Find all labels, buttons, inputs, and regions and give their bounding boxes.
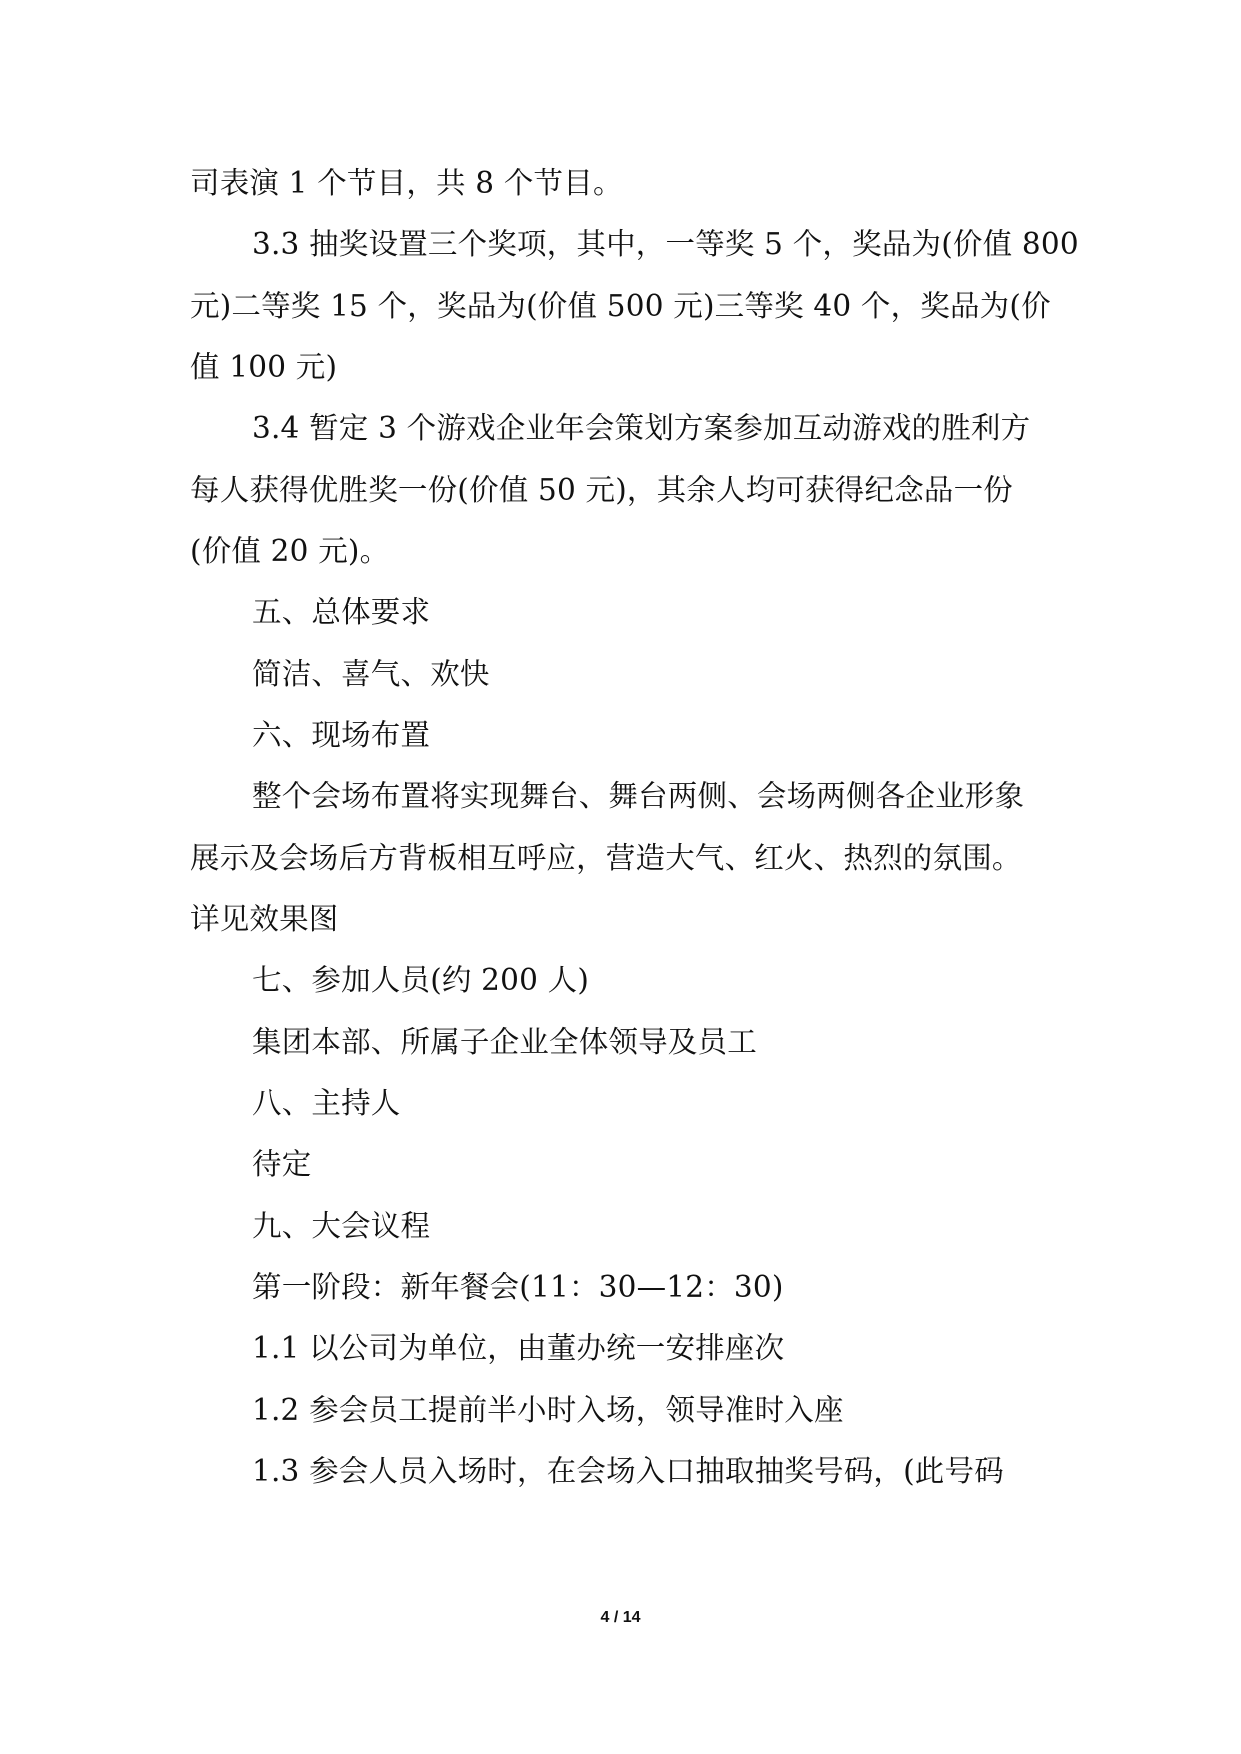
text-line-6: 每人获得优胜奖一份(价值 50 元)，其余人均可获得纪念品一份: [190, 473, 1014, 507]
text-line-21: 1.2 参会员工提前半小时入场，领导准时入座: [252, 1393, 844, 1427]
text-line-3: 元)二等奖 15 个，奖品为(价值 500 元)三等奖 40 个，奖品为(价: [190, 289, 1051, 323]
text-line-19: 第一阶段：新年餐会(11：30—12：30): [252, 1270, 784, 1304]
text-line-5: 3.4 暂定 3 个游戏企业年会策划方案参加互动游戏的胜利方: [252, 411, 1031, 445]
section-heading-5: 五、总体要求: [252, 595, 431, 629]
text-line-2: 3.3 抽奖设置三个奖项，其中，一等奖 5 个，奖品为(价值 800: [252, 227, 1079, 261]
text-line-9: 简洁、喜气、欢快: [252, 657, 490, 691]
text-line-4: 值 100 元): [190, 350, 338, 384]
text-line-13: 详见效果图: [190, 902, 339, 936]
text-line-11: 整个会场布置将实现舞台、舞台两侧、会场两侧各企业形象: [252, 779, 1025, 813]
text-line-22: 1.3 参会人员入场时，在会场入口抽取抽奖号码，(此号码: [252, 1454, 1004, 1488]
page-number: 4 / 14: [600, 1609, 641, 1626]
text-line-17: 待定: [252, 1147, 312, 1181]
section-heading-7: 七、参加人员(约 200 人): [252, 963, 590, 997]
text-line-12: 展示及会场后方背板相互呼应，营造大气、红火、热烈的氛围。: [190, 841, 1022, 875]
text-line-7: (价值 20 元)。: [190, 534, 390, 568]
text-line-20: 1.1 以公司为单位，由董办统一安排座次: [252, 1331, 785, 1365]
section-heading-6: 六、现场布置: [252, 718, 431, 752]
section-heading-9: 九、大会议程: [252, 1209, 431, 1243]
section-heading-8: 八、主持人: [252, 1086, 401, 1120]
text-line-15: 集团本部、所属子企业全体领导及员工: [252, 1025, 757, 1059]
text-line-1: 司表演 1 个节目，共 8 个节目。: [190, 166, 623, 200]
